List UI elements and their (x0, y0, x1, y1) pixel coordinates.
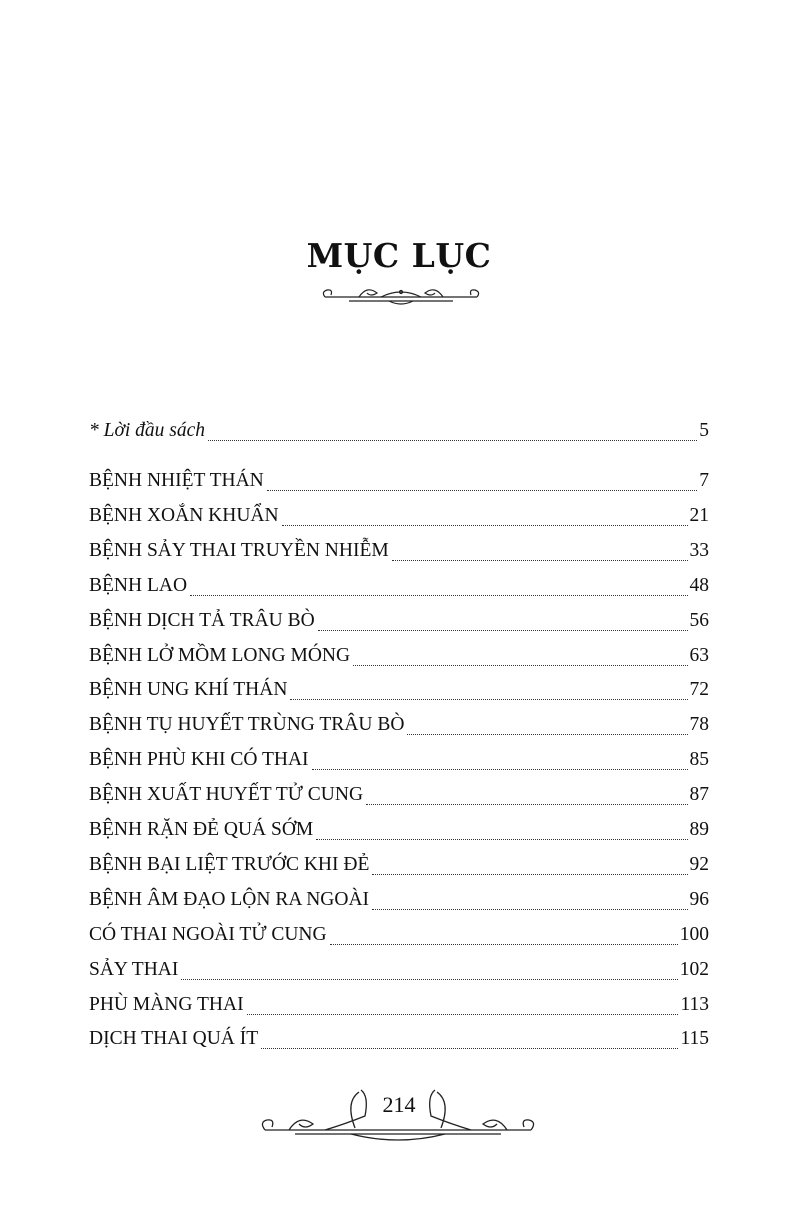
toc-entry-label: BỆNH ÂM ĐẠO LỘN RA NGOÀI (89, 888, 370, 910)
toc-entry-page: 85 (689, 749, 709, 771)
toc-entry (89, 470, 709, 498)
toc-entry-label: CÓ THAI NGOÀI TỬ CUNG (89, 923, 327, 945)
toc-entry-label: BỆNH TỤ HUYẾT TRÙNG TRÂU BÒ (89, 714, 405, 736)
toc-entry-page: 115 (680, 1028, 709, 1050)
toc-entry-label: BỆNH BẠI LIỆT TRƯỚC KHI ĐẺ (89, 853, 370, 875)
toc-entry-page: 92 (689, 853, 709, 875)
toc-entry (89, 645, 709, 673)
toc-entry-page: 96 (689, 888, 709, 910)
toc-entry (89, 784, 709, 812)
toc-dot-leader (247, 1013, 679, 1015)
toc-entry-label: BỆNH UNG KHÍ THÁN (89, 679, 288, 701)
toc-entry-label: PHÙ MÀNG THAI (89, 993, 244, 1015)
toc-entry-label: BỆNH XOẮN KHUẨN (89, 504, 279, 526)
toc-entry-label: DỊCH THAI QUÁ ÍT (89, 1028, 259, 1050)
toc-entry-label: BỆNH LỞ MỒM LONG MÓNG (89, 644, 351, 666)
toc-dot-leader (290, 698, 687, 700)
toc-dot-leader (261, 1047, 678, 1049)
toc-entry-page: 113 (680, 993, 709, 1015)
title-flourish-ornament (319, 283, 483, 309)
toc-entry-label: BỆNH NHIỆT THÁN (89, 470, 264, 491)
toc-dot-leader (312, 768, 688, 770)
toc-dot-leader (372, 873, 687, 875)
toc-dot-leader (282, 524, 688, 526)
toc-entry (89, 959, 709, 987)
toc-entry (89, 749, 709, 777)
page-title: MỤC LỤC (306, 236, 492, 275)
toc-entry-label: * Lời đầu sách (89, 420, 206, 441)
toc-dot-leader (267, 489, 697, 491)
toc-entry-page: 7 (699, 470, 709, 491)
toc-entry-page: 56 (689, 609, 709, 631)
toc-entry (89, 819, 709, 847)
toc-dot-leader (353, 664, 687, 666)
toc-entry (89, 854, 709, 882)
toc-entry-label: SẢY THAI (89, 958, 179, 980)
toc-entry-page: 87 (689, 784, 709, 806)
toc-entry-label: BỆNH RẶN ĐẺ QUÁ SỚM (89, 819, 314, 840)
toc-entry-page: 78 (689, 714, 709, 736)
page-number: 214 (382, 1092, 416, 1117)
toc-entry-page: 89 (689, 819, 709, 840)
toc-entry-label: BỆNH LAO (89, 574, 188, 596)
toc-dot-leader (392, 559, 688, 561)
toc-entry-page: 72 (689, 679, 709, 701)
toc-entry-label: BỆNH SẢY THAI TRUYỀN NHIỄM (89, 539, 389, 561)
toc-entry-page: 5 (699, 420, 709, 441)
toc-dot-leader (330, 943, 678, 945)
toc-dot-leader (316, 838, 687, 840)
toc-preface-entry (89, 420, 709, 448)
toc-entry (89, 575, 709, 603)
toc-entry-page: 48 (689, 574, 709, 596)
toc-entry (89, 540, 709, 568)
toc-entry (89, 924, 709, 952)
toc-entry-page: 100 (679, 923, 709, 945)
toc-entry-page: 21 (689, 504, 709, 526)
toc-dot-leader (208, 439, 697, 441)
toc-entry-page: 33 (689, 539, 709, 561)
toc-entry (89, 1028, 709, 1056)
toc-entry-page: 102 (679, 958, 709, 980)
toc-entry (89, 679, 709, 707)
toc-entry (89, 610, 709, 638)
toc-entry (89, 994, 709, 1022)
toc-entry-label: BỆNH XUẤT HUYẾT TỬ CUNG (89, 784, 364, 806)
toc-entry-page: 63 (689, 644, 709, 666)
toc-dot-leader (318, 629, 688, 631)
toc-dot-leader (190, 594, 687, 596)
toc-entry (89, 714, 709, 742)
toc-dot-leader (407, 733, 687, 735)
toc-dot-leader (372, 908, 687, 910)
toc-entry (89, 505, 709, 533)
toc-dot-leader (181, 978, 677, 980)
toc-dot-leader (366, 803, 687, 805)
toc-entry-label: BỆNH PHÙ KHI CÓ THAI (89, 749, 309, 771)
toc-entry-label: BỆNH DỊCH TẢ TRÂU BÒ (89, 609, 315, 631)
toc-entry (89, 889, 709, 917)
